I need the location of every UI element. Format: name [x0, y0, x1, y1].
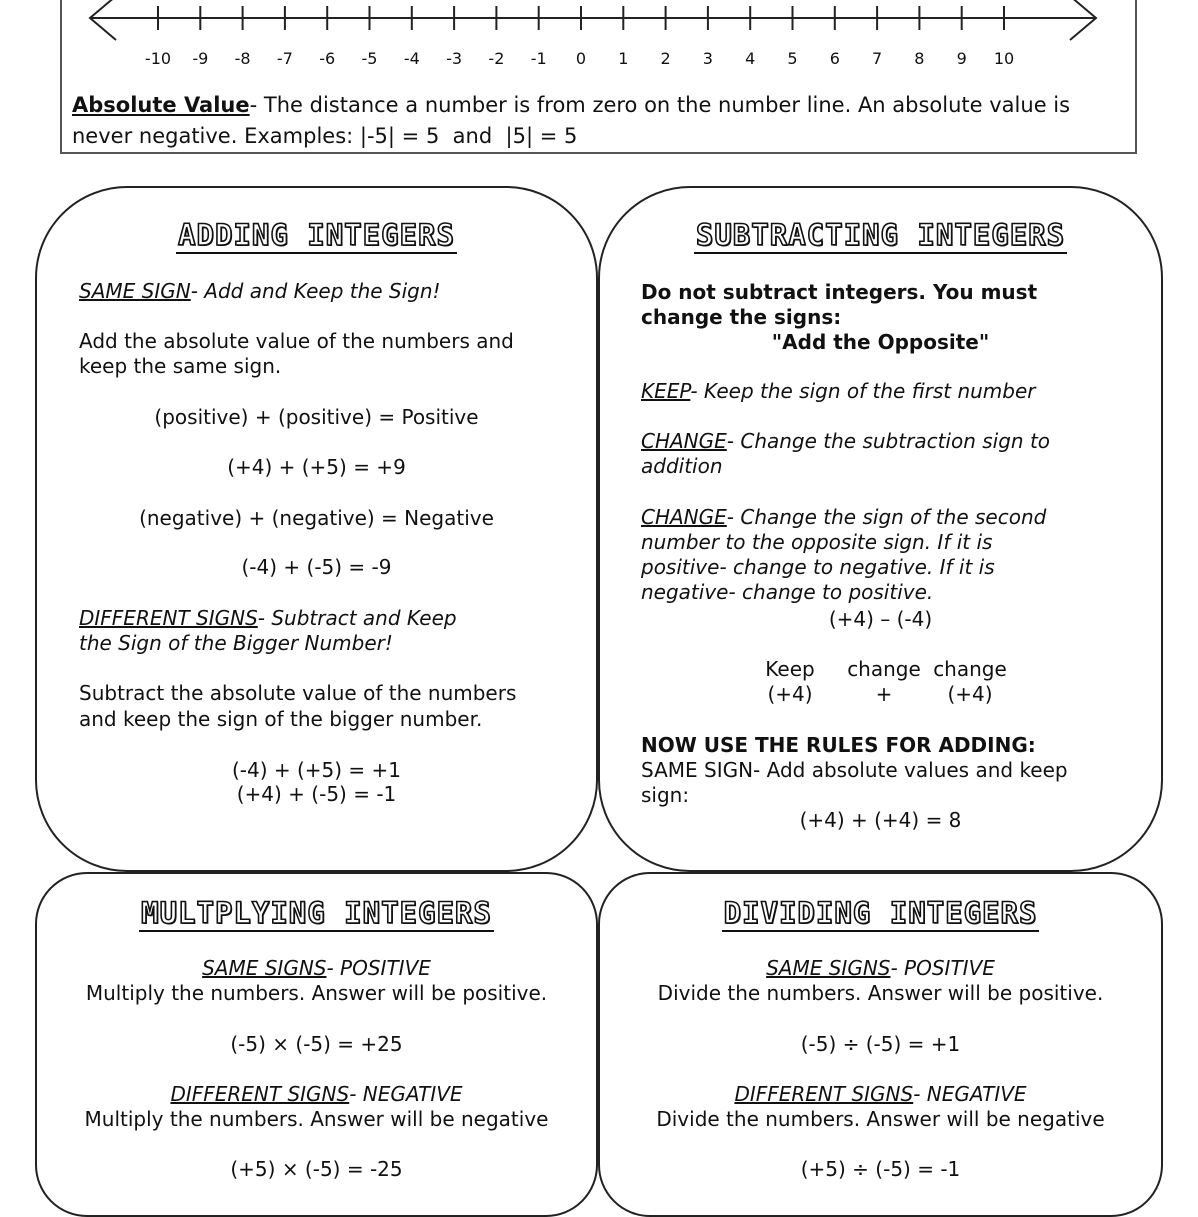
number-line-label: 0	[575, 49, 587, 68]
number-line-label: -6	[319, 49, 336, 68]
number-line-label: 8	[914, 49, 925, 68]
kcc-change-label-2: change	[933, 657, 1007, 681]
number-line-label: -10	[144, 49, 172, 68]
absolute-value-panel	[60, 0, 1137, 154]
mul-different-signs: DIFFERENT SIGNS- NEGATIVE	[170, 1082, 463, 1106]
number-line-label: 4	[745, 49, 756, 68]
different-signs-desc-2: and keep the sign of the bigger number.	[79, 707, 483, 731]
div-different-signs: DIFFERENT SIGNS- NEGATIVE	[734, 1082, 1027, 1106]
examples-label: Examples:	[244, 124, 354, 148]
same-sign-rule: SAME SIGN- Add and Keep the Sign!	[79, 279, 441, 303]
add-the-opposite: "Add the Opposite"	[771, 330, 990, 354]
different-example-2: (+4) + (-5) = -1	[236, 782, 397, 806]
number-line-label: 2	[660, 49, 671, 68]
absolute-value-term: Absolute Value	[72, 93, 250, 117]
kcc-value-2: +	[875, 682, 893, 706]
same-sign-reminder-2: sign:	[641, 783, 690, 807]
mul-same-signs: SAME SIGNS- POSITIVE	[202, 956, 431, 980]
change-second-rule: CHANGE- Change the sign of the second	[641, 505, 1047, 529]
different-example-1: (-4) + (+5) = +1	[231, 758, 402, 782]
dividing-title: DIVIDING INTEGERS	[723, 896, 1038, 930]
subtracting-integers-card	[598, 186, 1163, 872]
different-signs-desc-1: Subtract the absolute value of the numbers	[79, 681, 517, 705]
number-line-label: -5	[361, 49, 378, 68]
positive-example: (+4) + (+5) = +9	[227, 455, 406, 479]
example-2: |5| = 5	[505, 124, 578, 148]
change-second-rule-2: number to the opposite sign. If it is	[641, 530, 993, 554]
example-1: |-5| = 5	[359, 124, 440, 148]
different-signs-rule: DIFFERENT SIGNS- Subtract and Keep	[79, 606, 457, 630]
number-line-label: 6	[829, 49, 840, 68]
subtract-intro-1: Do not subtract integers. You must	[641, 280, 1038, 304]
kcc-change-label-1: change	[847, 657, 921, 681]
number-line-label: -7	[276, 49, 293, 68]
kcc-value-1: (+4)	[767, 682, 813, 706]
negative-words-example: (negative) + (negative) = Negative	[139, 506, 494, 530]
multiplying-title: MULTPLYING INTEGERS	[141, 896, 492, 930]
positive-words-example: (positive) + (positive) = Positive	[154, 405, 479, 429]
adding-integers-card	[35, 186, 598, 872]
number-line-label: -3	[446, 49, 463, 68]
number-line-label: -8	[234, 49, 251, 68]
left-arrow-icon	[90, 0, 116, 40]
now-use-rules: NOW USE THE RULES FOR ADDING:	[641, 733, 1036, 757]
right-arrow-icon	[1070, 0, 1096, 40]
number-line-label: -2	[488, 49, 505, 68]
div-different-desc: Divide the numbers. Answer will be negative	[656, 1107, 1105, 1131]
div-same-example: (-5) ÷ (-5) = +1	[800, 1032, 961, 1056]
negative-example: (-4) + (-5) = -9	[241, 555, 392, 579]
mul-different-desc: Multiply the numbers. Answer will be negative	[84, 1107, 549, 1131]
number-line	[62, 0, 1139, 78]
same-sign-desc-1: Add the absolute value of the numbers and	[79, 329, 514, 353]
mul-different-example: (+5) × (-5) = -25	[230, 1157, 403, 1181]
number-line-label: -9	[192, 49, 209, 68]
absolute-value-definition	[72, 90, 1127, 152]
adding-title: ADDING INTEGERS	[178, 218, 455, 252]
number-line-label: 1	[618, 49, 629, 68]
keep-rule: KEEP- Keep the sign of the first number	[641, 379, 1036, 403]
change-sign-rule-2: addition	[641, 454, 723, 478]
number-line-label: 3	[702, 49, 713, 68]
absolute-value-text: - The distance a number is from zero on the number line. An absolute value is never negative.	[72, 93, 1071, 148]
change-sign-rule: CHANGE- Change the subtraction sign to	[641, 429, 1051, 453]
subtract-example: (+4) – (-4)	[828, 607, 933, 631]
mul-same-example: (-5) × (-5) = +25	[230, 1032, 403, 1056]
same-sign-desc-2: keep the same sign.	[79, 354, 282, 378]
change-second-rule-4: negative- change to positive.	[641, 580, 934, 604]
different-signs-rule-2: the Sign of the Bigger Number!	[79, 631, 393, 655]
kcc-value-3: (+4)	[947, 682, 993, 706]
examples-connector: and	[452, 124, 493, 148]
div-different-example: (+5) ÷ (-5) = -1	[800, 1157, 961, 1181]
number-line-label: 9	[956, 49, 967, 68]
div-same-signs: SAME SIGNS- POSITIVE	[766, 956, 995, 980]
number-line-label: 10	[993, 49, 1015, 68]
mul-same-desc: Multiply the numbers. Answer will be positive.	[85, 981, 548, 1005]
subtract-intro-2: change the signs:	[641, 305, 842, 329]
change-second-rule-3: positive- change to negative. If it is	[641, 555, 995, 579]
kcc-keep-label: Keep	[765, 657, 815, 681]
div-same-desc: Divide the numbers. Answer will be positive.	[657, 981, 1104, 1005]
subtracting-title: SUBTRACTING INTEGERS	[695, 218, 1066, 252]
same-sign-reminder-1: SAME SIGN- Add absolute values and keep	[641, 758, 1068, 782]
dividing-integers-card	[598, 872, 1163, 1217]
number-line-label: -1	[530, 49, 547, 68]
number-line-label: -4	[403, 49, 420, 68]
multiplying-integers-card	[35, 872, 598, 1217]
number-line-label: 5	[787, 49, 798, 68]
number-line-label: 7	[872, 49, 883, 68]
subtract-result: (+4) + (+4) = 8	[799, 808, 962, 832]
